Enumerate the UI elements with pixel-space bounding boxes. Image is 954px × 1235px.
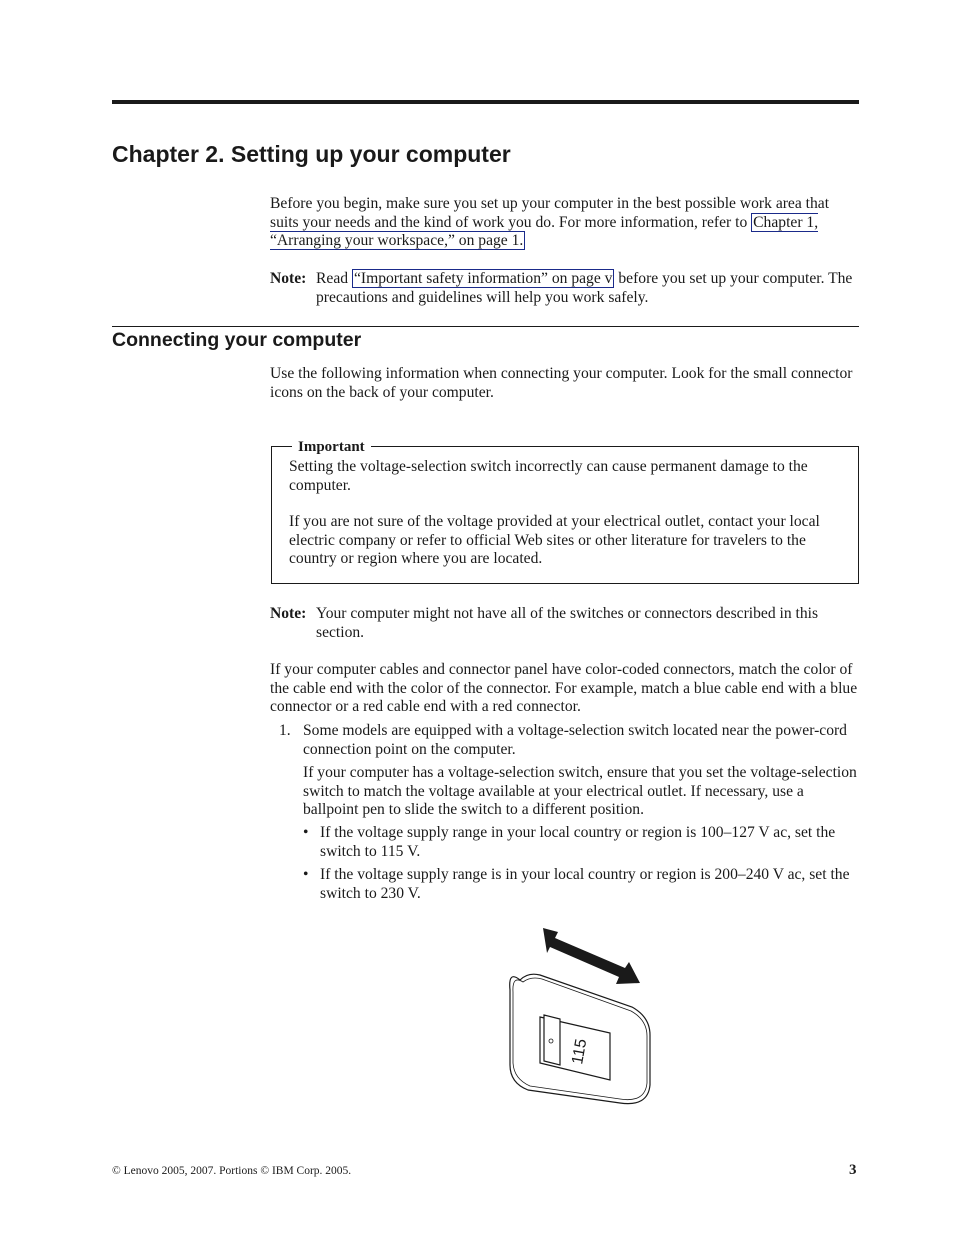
note-label: Note: bbox=[270, 605, 307, 622]
top-rule bbox=[112, 100, 859, 104]
safety-info-link[interactable]: “Important safety information” on page v bbox=[353, 270, 613, 287]
page-number: 3 bbox=[849, 1162, 857, 1178]
chapter1-link[interactable]: Chapter 1, “Arranging your workspace,” on page 1. bbox=[270, 213, 819, 249]
switch-label: 115 bbox=[569, 1037, 591, 1066]
note-text-after: before you set up your computer. The precautions and guidelines will help you work safely. bbox=[316, 270, 853, 306]
step-detail: If your computer has a voltage-selection switch, ensure that you set the voltage-selection switch to match the voltage available at your electrical outlet. If necessary, use a ballpoint pen to slide the switch to a different position. bbox=[303, 764, 857, 818]
list-item bbox=[303, 866, 860, 903]
bullet-icon: • bbox=[303, 824, 309, 841]
note-2 bbox=[270, 605, 860, 642]
important-paragraph-1: Setting the voltage-selection switch incorrectly can cause permanent damage to the computer. bbox=[289, 458, 808, 494]
bullet-icon: • bbox=[303, 866, 309, 883]
section-rule bbox=[112, 326, 859, 327]
note-2-text: Your computer might not have all of the switches or connectors described in this section. bbox=[316, 605, 819, 641]
important-box bbox=[271, 439, 859, 584]
important-paragraph-2: If you are not sure of the voltage provided at your electrical outlet, contact your local electric company or refer to official Web sites or other literature for travelers to the country or region where you are located. bbox=[289, 513, 820, 567]
voltage-switch-figure bbox=[500, 925, 660, 1110]
note-1 bbox=[270, 270, 860, 307]
step-text: Some models are equipped with a voltage-selection switch located near the power-cord connection point on the computer. bbox=[303, 722, 847, 758]
bullet-text: If the voltage supply range is in your local country or region is 200–240 V ac, set the switch to 230 V. bbox=[320, 866, 850, 902]
important-label: Important bbox=[292, 438, 371, 456]
intro-paragraph bbox=[270, 195, 860, 251]
chapter-title: Chapter 2. Setting up your computer bbox=[112, 141, 511, 167]
intro-text: Before you begin, make sure you set up your computer in the best possible work area that suits your needs and the kind of work you do. For more information, refer to bbox=[270, 195, 830, 231]
copyright: © Lenovo 2005, 2007. Portions © IBM Corp. 2005. bbox=[112, 1165, 352, 1177]
section-title: Connecting your computer bbox=[112, 329, 362, 351]
section-intro: Use the following information when connecting your computer. Look for the small connector icons on the back of your computer. bbox=[270, 365, 853, 401]
color-coding-paragraph: If your computer cables and connector panel have color-coded connectors, match the color of the cable end with the color of the connector. For example, match a blue cable end with a blue connector or a red cable end with a red connector. bbox=[270, 661, 858, 715]
step-number: 1. bbox=[279, 722, 291, 739]
note-label: Note: bbox=[270, 270, 307, 287]
bullet-text: If the voltage supply range in your local country or region is 100–127 V ac, set the switch to 115 V. bbox=[320, 824, 836, 860]
voltage-switch-icon bbox=[500, 925, 660, 1110]
list-item bbox=[303, 824, 860, 861]
note-text-before: Read bbox=[316, 270, 352, 287]
